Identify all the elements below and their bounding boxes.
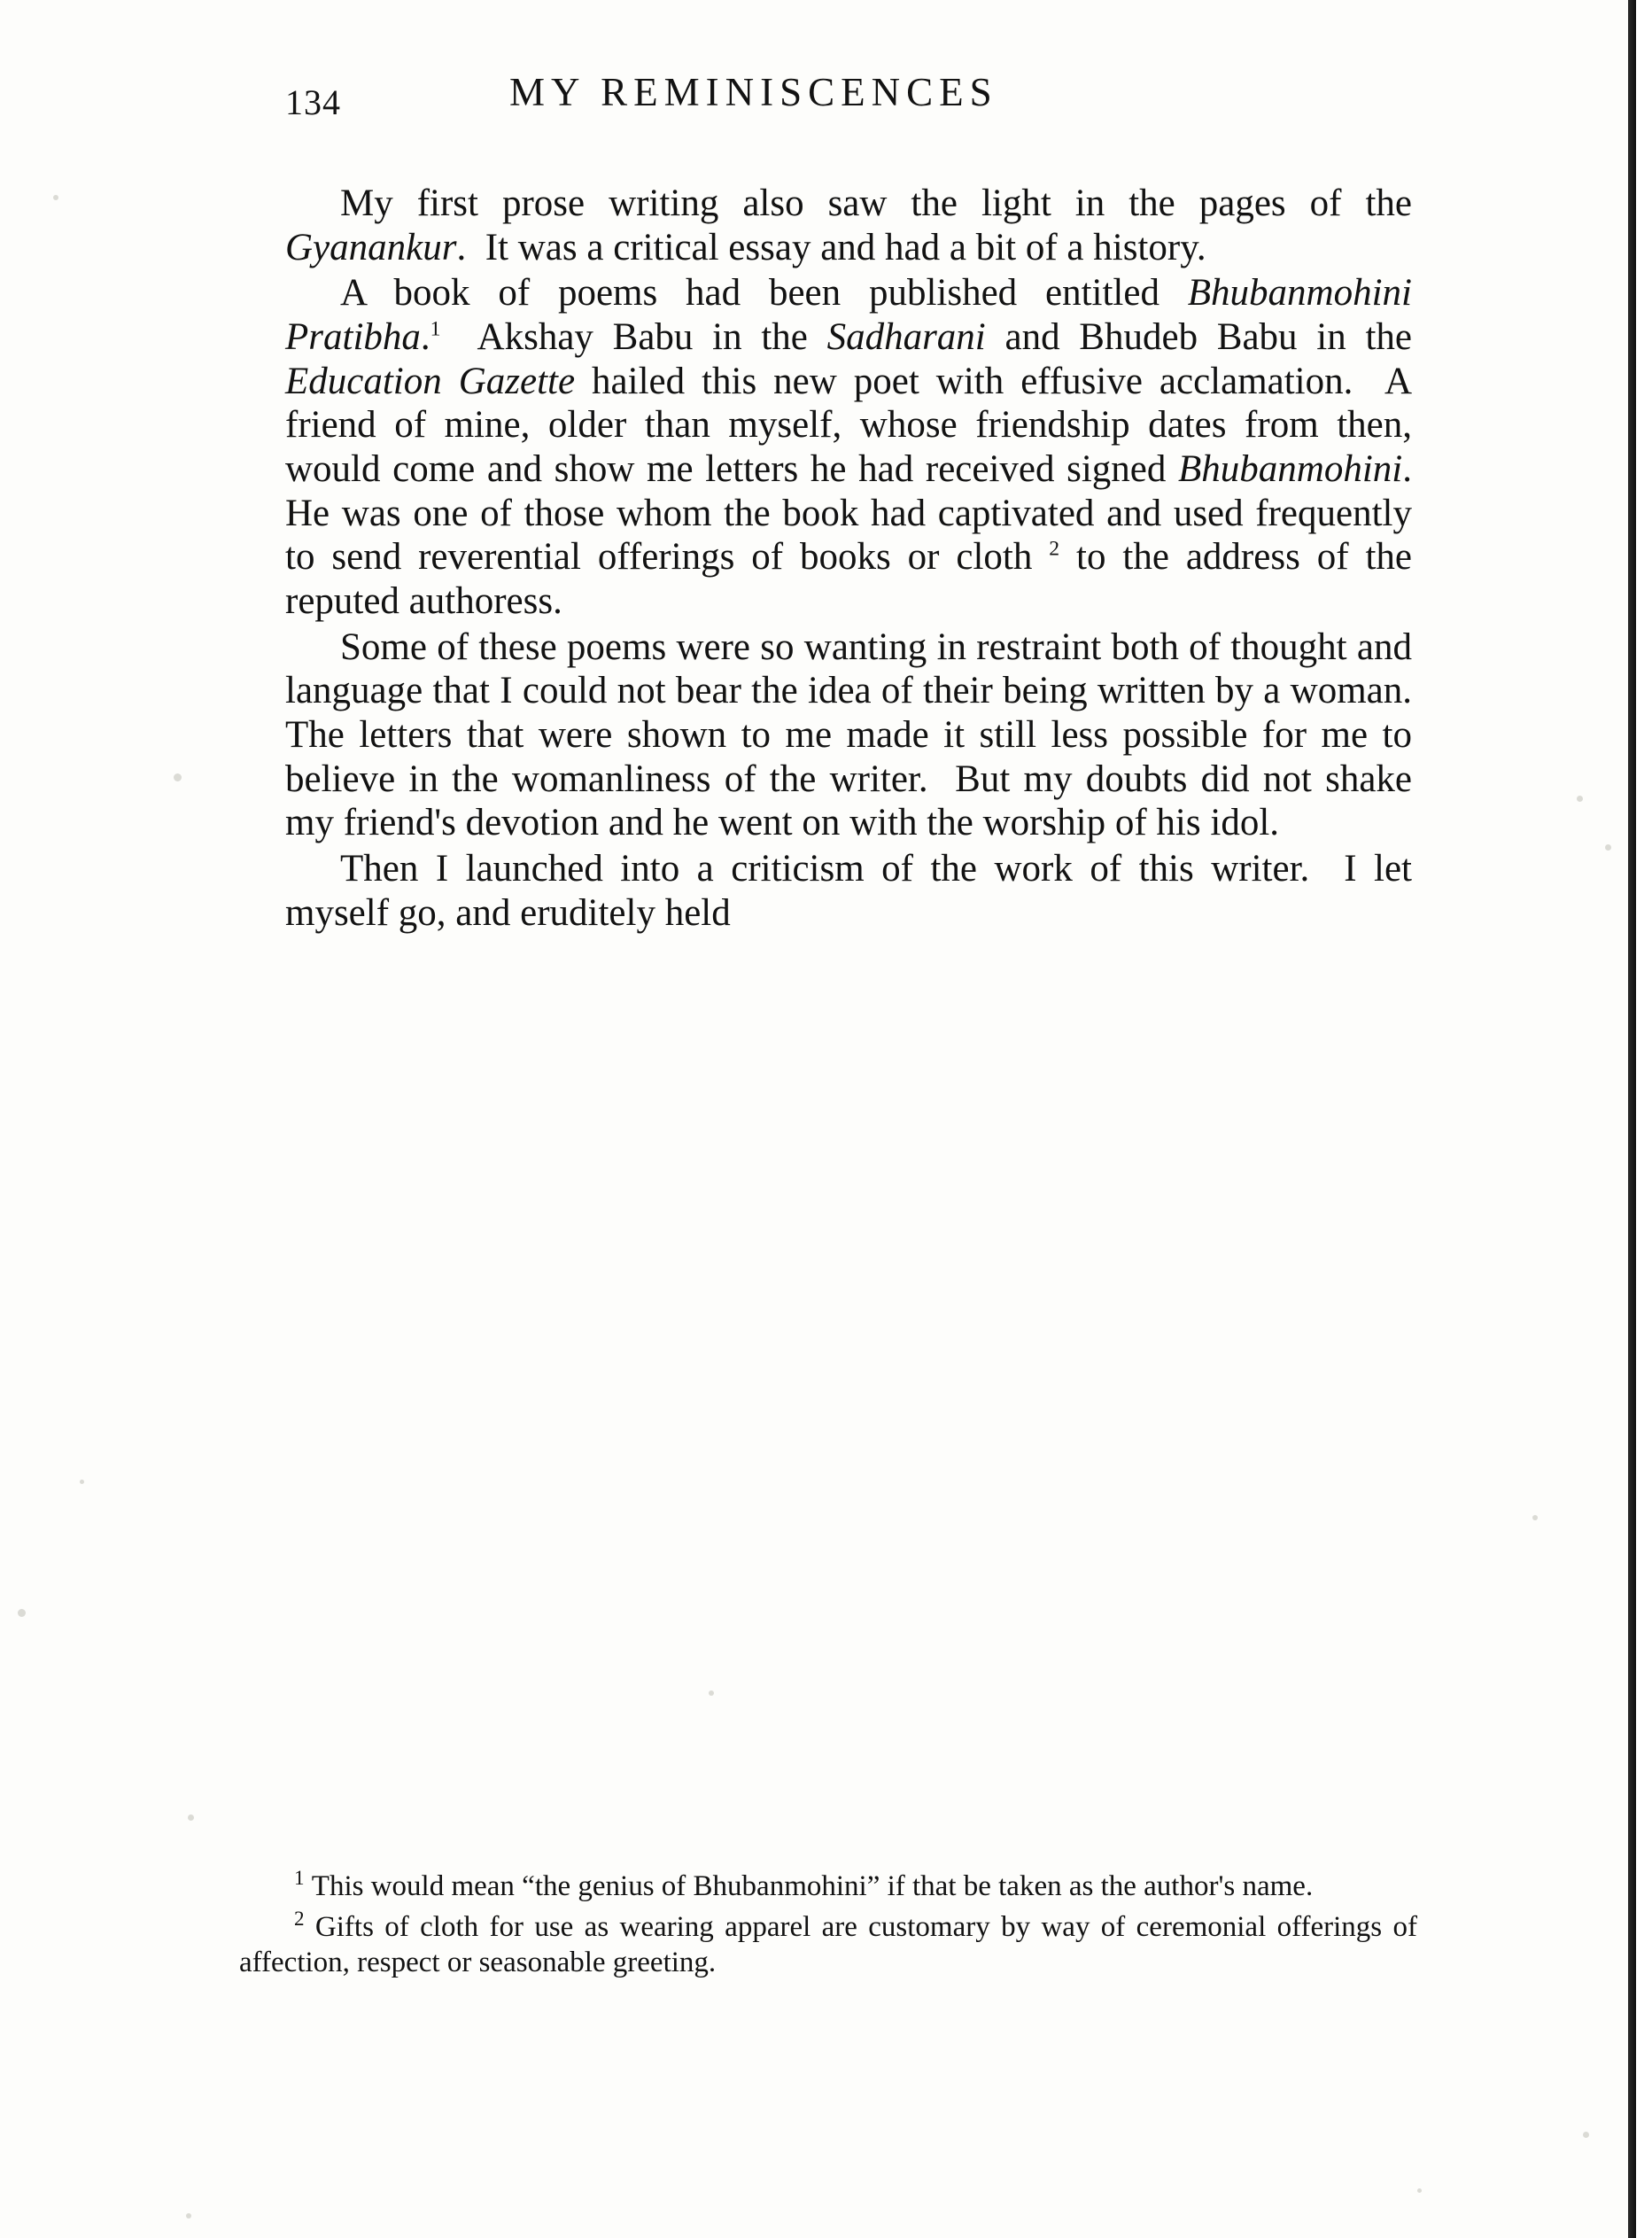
paper-speck: [186, 2213, 191, 2219]
page-header: [0, 69, 1506, 131]
scan-edge-margin: [1636, 0, 1652, 2238]
footnotes-block: [239, 1866, 1417, 1981]
paper-speck: [1583, 2132, 1589, 2138]
paragraph: My first prose writing also saw the light in the pages of the Gyanankur. It was a critical essay and had a bit of a history.: [285, 183, 1412, 268]
paper-speck: [188, 1814, 194, 1821]
paper-speck: [1605, 844, 1611, 851]
paper-speck: [709, 1690, 714, 1696]
scan-edge-shadow: [1628, 0, 1636, 2238]
footnote: $^1$ This would mean “the genius of Bhubanmohini” if that be taken as the author's name.: [294, 1866, 1314, 1902]
paragraph: A book of poems had been published entitled Bhubanmohini Pratibha.$^1$ Akshay Babu in the Sadharani and Bhudeb Babu in the Education Gazette hailed this new poet with effusive acclamation. A friend of mine, older than myself, whose friendship dates from then, would come and show me letters he had received signed Bhubanmohini. He was one of those whom the book had captivated and used frequently to send reverential offerings of books or cloth $^2$ to the address of the reputed authoress.: [285, 272, 1412, 622]
paper-speck: [1532, 1515, 1538, 1520]
paper-speck: [1577, 796, 1583, 802]
paragraph: Some of these poems were so wanting in restraint both of thought and language that I could not bear the idea of their being written by a woman. The letters that were shown to me made it still less possible for me to believe in the womanliness of the writer. But my doubts did not shake my friend's devotion and he went on with the worship of his idol.: [285, 626, 1412, 844]
paper-speck: [18, 1609, 26, 1617]
paper-speck: [80, 1480, 84, 1484]
paragraph: Then I launched into a criticism of the work of this writer. I let myself go, and eruditely held: [285, 847, 1412, 934]
page-number: 134: [285, 82, 341, 122]
footnote: $^2$ Gifts of cloth for use as wearing apparel are customary by way of ceremonial offerings of affection, respect or seasonable greeting.: [239, 1906, 1417, 1978]
paper-speck: [1417, 2188, 1422, 2193]
paper-speck: [174, 773, 182, 781]
paper-speck: [53, 195, 58, 200]
running-title: MY REMINISCENCES: [509, 70, 998, 114]
body-text-column: [285, 182, 1412, 935]
